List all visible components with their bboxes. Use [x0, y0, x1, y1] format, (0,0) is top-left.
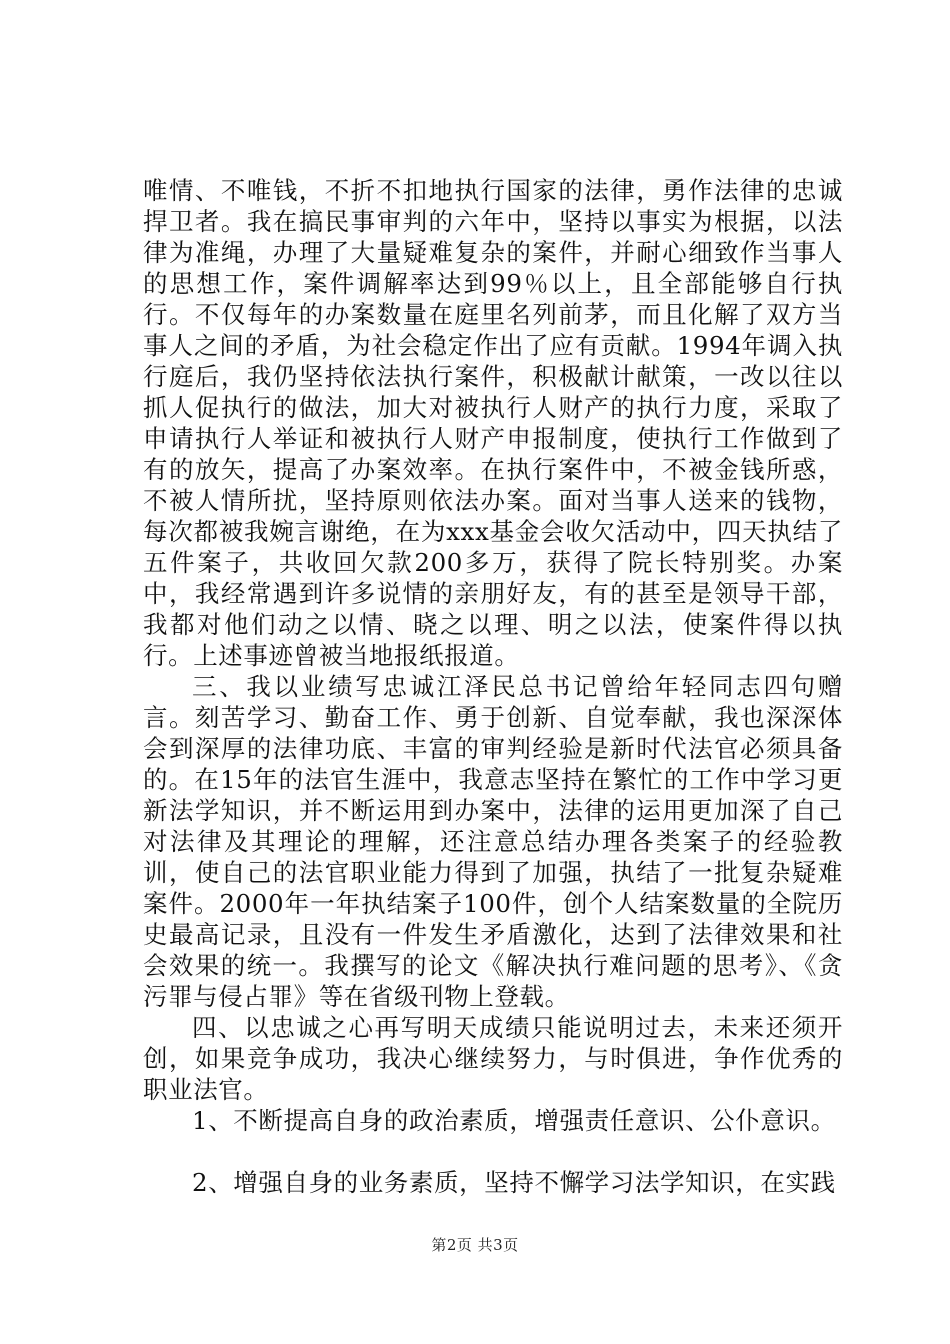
document-body [143, 175, 843, 1198]
paragraph-continuation: 唯情、不唯钱，不折不扣地执行国家的法律，勇作法律的忠诚捍卫者。我在搞民事审判的六年中，坚持以事实为根据，以法律为准绳，办理了大量疑难复杂的案件，并耐心细致作当事人的思想工作，案件调解率达到99％以上，且全部能够自行执行。不仅每年的办案数量在庭里名列前茅，而且化解了双方当事人之间的矛盾，为社会稳定作出了应有贡献。1994年调入执行庭后，我仍坚持依法执行案件，积极献计献策，一改以往以抓人促执行的做法，加大对被执行人财产的执行力度，采取了申请执行人举证和被执行人财产申报制度，使执行工作做到了有的放矢，提高了办案效率。在执行案件中，不被金钱所惑，不被人情所扰，坚持原则依法办案。面对当事人送来的钱物，每次都被我婉言谢绝，在为xxx基金会收欠活动中，四天执结了五件案子，共收回欠款200多万，获得了院长特别奖。办案中，我经常遇到许多说情的亲朋好友，有的甚至是领导干部，我都对他们动之以情、晓之以理、明之以法，使案件得以执行。上述事迹曾被当地报纸报道。 [143, 176, 843, 670]
page-number-footer: 第2页 共3页 [431, 1236, 519, 1254]
list-item-one: 1、不断提高自身的政治素质，增强责任意识、公仆意识。 [192, 1106, 836, 1135]
list-item-two: 2、增强自身的业务素质，坚持不懈学习法学知识，在实践 [192, 1168, 836, 1197]
paragraph-section-three: 三、我以业绩写忠诚江泽民总书记曾给年轻同志四句赠言。刻苦学习、勤奋工作、勇于创新、自觉奉献，我也深深体会到深厚的法律功底、丰富的审判经验是新时代法官必须具备的。在15年的法官生涯中，我意志坚持在繁忙的工作中学习更新法学知识，并不断运用到办案中，法律的运用更加深了自己对法律及其理论的理解，还注意总结办理各类案子的经验教训，使自己的法官职业能力得到了加强，执结了一批复杂疑难案件。2000年一年执结案子100件，创个人结案数量的全院历史最高记录，且没有一件发生矛盾激化，达到了法律效果和社会效果的统一。我撰写的论文《解决执行难问题的思考》、《贪污罪与侵占罪》等在省级刊物上登载。 [143, 672, 843, 1011]
paragraph-section-four: 四、以忠诚之心再写明天成绩只能说明过去，未来还须开创，如果竞争成功，我决心继续努力，与时俱进，争作优秀的职业法官。 [143, 1013, 843, 1104]
